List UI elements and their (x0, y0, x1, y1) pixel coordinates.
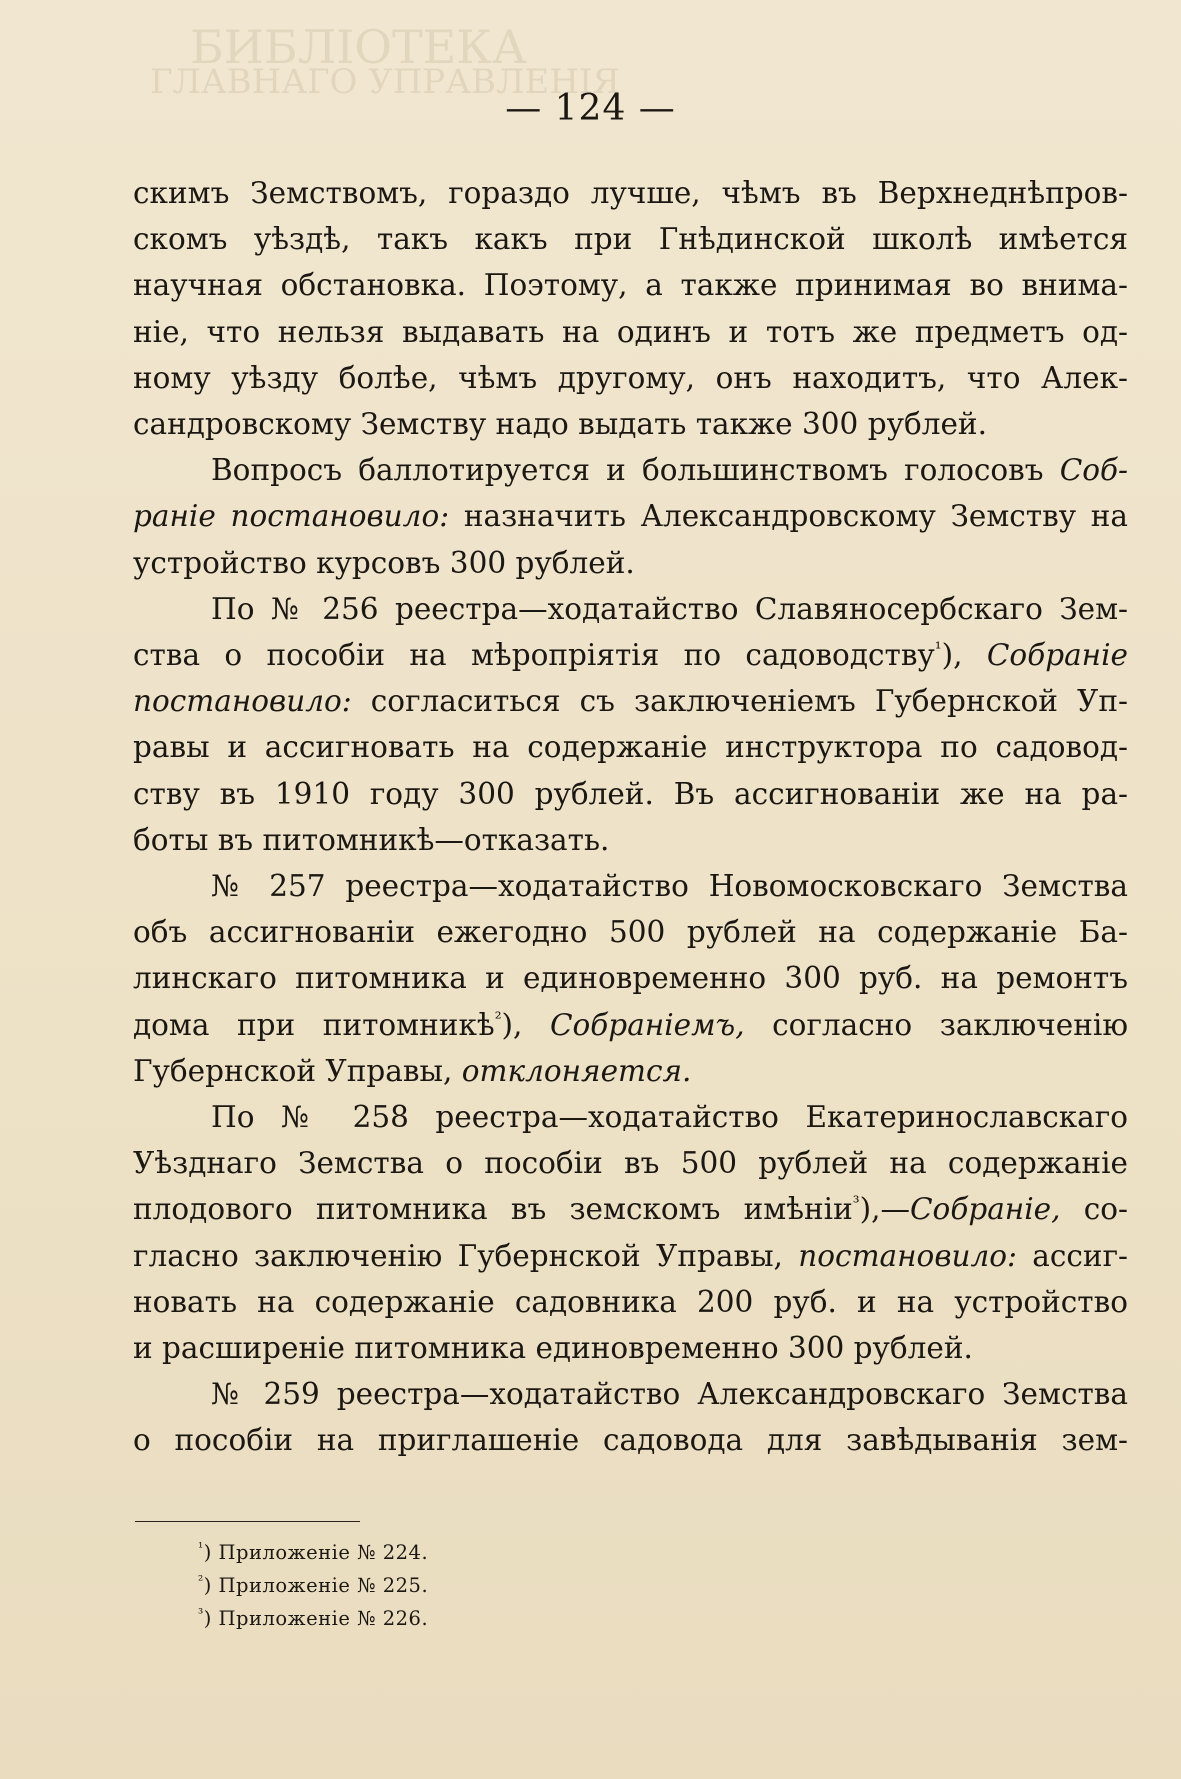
text-line: № 257 реестра—ходатайство Новомосковскаго Земства (211, 869, 1128, 904)
main-text (133, 170, 1128, 1464)
footnote-mark: $^{^1}$) (198, 1540, 212, 1564)
paragraph (133, 1371, 1128, 1463)
text-line: боты въ питомникѣ—отказать. (133, 822, 610, 857)
text-line: Уѣзднаго Земства о пособiи въ 500 рублей на содержанiе (133, 1146, 1128, 1181)
page-number: — 124 — (505, 88, 676, 129)
text-line: Губернской Управы, отклоняется. (133, 1053, 692, 1088)
footnote-text: Приложенiе № 225. (218, 1574, 429, 1597)
text-line: о пособiи на приглашенiе садовода для завѣдыванiя зем- (133, 1423, 1128, 1458)
footnotes (198, 1536, 428, 1635)
paragraph (133, 1094, 1128, 1371)
paragraph (133, 863, 1128, 1094)
text-line: устройство курсовъ 300 рублей. (133, 545, 635, 580)
text-line: скомъ уѣздѣ, такъ какъ при Гнѣдинской школѣ имѣется (133, 222, 1128, 257)
text-line: сандровскому Земству надо выдать также 300 рублей. (133, 407, 987, 442)
paragraph (133, 447, 1128, 586)
text-line: и расширенiе питомника единовременно 300 рублей. (133, 1331, 973, 1366)
text-line: ства о пособiи на мѣропрiятiя по садоводству$^{^1}$), Собранiе (133, 638, 1128, 673)
text-line: По № 258 реестра—ходатайство Екатеринославскаго (211, 1100, 1128, 1135)
text-line: скимъ Земствомъ, гораздо лучше, чѣмъ въ Верхнеднѣпров- (133, 176, 1128, 210)
footnote (198, 1536, 428, 1569)
text-line: ному уѣзду болѣе, чѣмъ другому, онъ находитъ, что Алек- (133, 360, 1128, 395)
text-line: нiе, что нельзя выдавать на одинъ и тотъ же предметъ од- (133, 314, 1128, 349)
text-line: линскаго питомника и единовременно 300 руб. на ремонтъ (133, 961, 1128, 996)
footnote (198, 1602, 428, 1635)
text-line: гласно заключенiю Губернской Управы, постановило: ассиг- (133, 1238, 1129, 1273)
text-line: плодового питомника въ земскомъ имѣнiи$^{^3}$),—Собранiе, со- (133, 1192, 1128, 1227)
paragraph (133, 586, 1128, 863)
bleed-through-stamp: БИБЛIОТЕКА (190, 20, 527, 74)
text-line: По № 256 реестра—ходатайство Славяносербскаго Зем- (211, 591, 1128, 626)
text-line: ранiе постановило: назначить Александровскому Земству на (133, 499, 1128, 534)
text-line: ству въ 1910 году 300 рублей. Въ ассигнованiи же на ра- (133, 776, 1128, 811)
text-line: объ ассигнованiи ежегодно 500 рублей на содержанiе Ба- (133, 915, 1128, 950)
bleed-through-stamp: ГЛАВНАГО УПРАВЛЕНIЯ (150, 62, 620, 102)
text-line: № 259 реестра—ходатайство Александровскаго Земства (211, 1377, 1128, 1412)
text-line: равы и ассигновать на содержанiе инструктора по садовод- (133, 730, 1128, 765)
text-line: научная обстановка. Поэтому, а также принимая во внима- (133, 268, 1128, 303)
footnote-text: Приложенiе № 226. (218, 1607, 429, 1630)
footnote-separator (135, 1521, 360, 1522)
footnote (198, 1569, 428, 1602)
text-line: дома при питомникѣ$^{^2}$), Собранiемъ, согласно заключенiю (133, 1007, 1129, 1042)
text-line: новать на содержанiе садовника 200 руб. и на устройство (133, 1284, 1128, 1319)
footnote-text: Приложенiе № 224. (218, 1541, 429, 1564)
footnote-mark: $^{^3}$) (198, 1606, 212, 1630)
paragraph (133, 170, 1128, 447)
text-line: постановило: согласиться съ заключенiемъ Губернской Уп- (133, 684, 1128, 719)
footnote-mark: $^{^2}$) (198, 1573, 212, 1597)
text-line: Вопросъ баллотируется и большинствомъ голосовъ Соб- (211, 453, 1128, 488)
